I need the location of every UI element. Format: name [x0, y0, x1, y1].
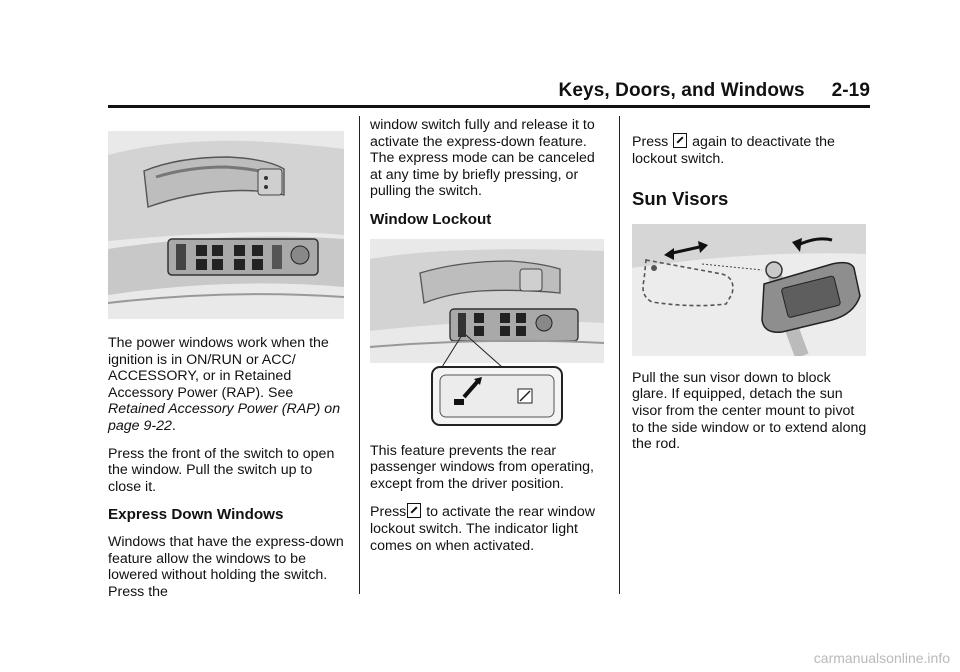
power-window-switch-figure: [108, 131, 344, 319]
page-header: [108, 78, 870, 108]
column-2: [370, 117, 608, 565]
window-lockout-icon: [407, 503, 421, 518]
paragraph-lockout-purpose: This feature prevents the rear passenger windows from operating, except from the driver position.: [370, 442, 594, 492]
window-lockout-icon: [673, 133, 687, 148]
window-lockout-figure: [370, 239, 604, 429]
sun-visor-figure: [632, 224, 866, 356]
header-rule: [108, 105, 870, 108]
column-divider-2: [619, 116, 620, 594]
rap-reference: Retained Accessory Power (RAP) on page 9-22: [108, 401, 341, 434]
paragraph-lockout-activate: Press to activate the rear window lockout switch. The indicator light comes on when activated.: [370, 504, 595, 554]
paragraph-sun-visor: Pull the sun visor down to block glare. If equipped, detach the sun visor from the center mount to pivot to the side window or to extend along the rod.: [632, 369, 867, 453]
watermark: carmanualsonline.info: [813, 650, 950, 666]
column-3: [632, 133, 868, 464]
column-divider-1: [359, 116, 360, 594]
section-title: Keys, Doors, and Windows: [558, 80, 805, 101]
heading-express-down: Express Down Windows: [108, 506, 284, 524]
paragraph-lockout-deactivate: Press again to deactivate the lockout switch.: [632, 134, 835, 167]
page-number: 2-19: [831, 80, 870, 101]
header-title: [559, 80, 870, 102]
column-1: [108, 131, 346, 611]
paragraph-power-windows: The power windows work when the ignition is in ON/RUN or ACC/ ACCESSORY, or in Retained Accessory Power (RAP). See Retained Accessory Power (RAP) on page 9-22.: [108, 335, 341, 434]
paragraph-express-down: Windows that have the express-down feature allow the windows to be lowered without holding the switch. Press the: [108, 533, 344, 600]
heading-sun-visors: Sun Visors: [632, 188, 729, 210]
paragraph-switch-operation: Press the front of the switch to open the window. Pull the switch up to close it.: [108, 445, 335, 495]
paragraph-express-release: window switch fully and release it to activate the express-down feature. The express mode can be canceled at any time by briefly pressing, or pulling the switch.: [370, 117, 595, 200]
heading-window-lockout: Window Lockout: [370, 210, 492, 228]
